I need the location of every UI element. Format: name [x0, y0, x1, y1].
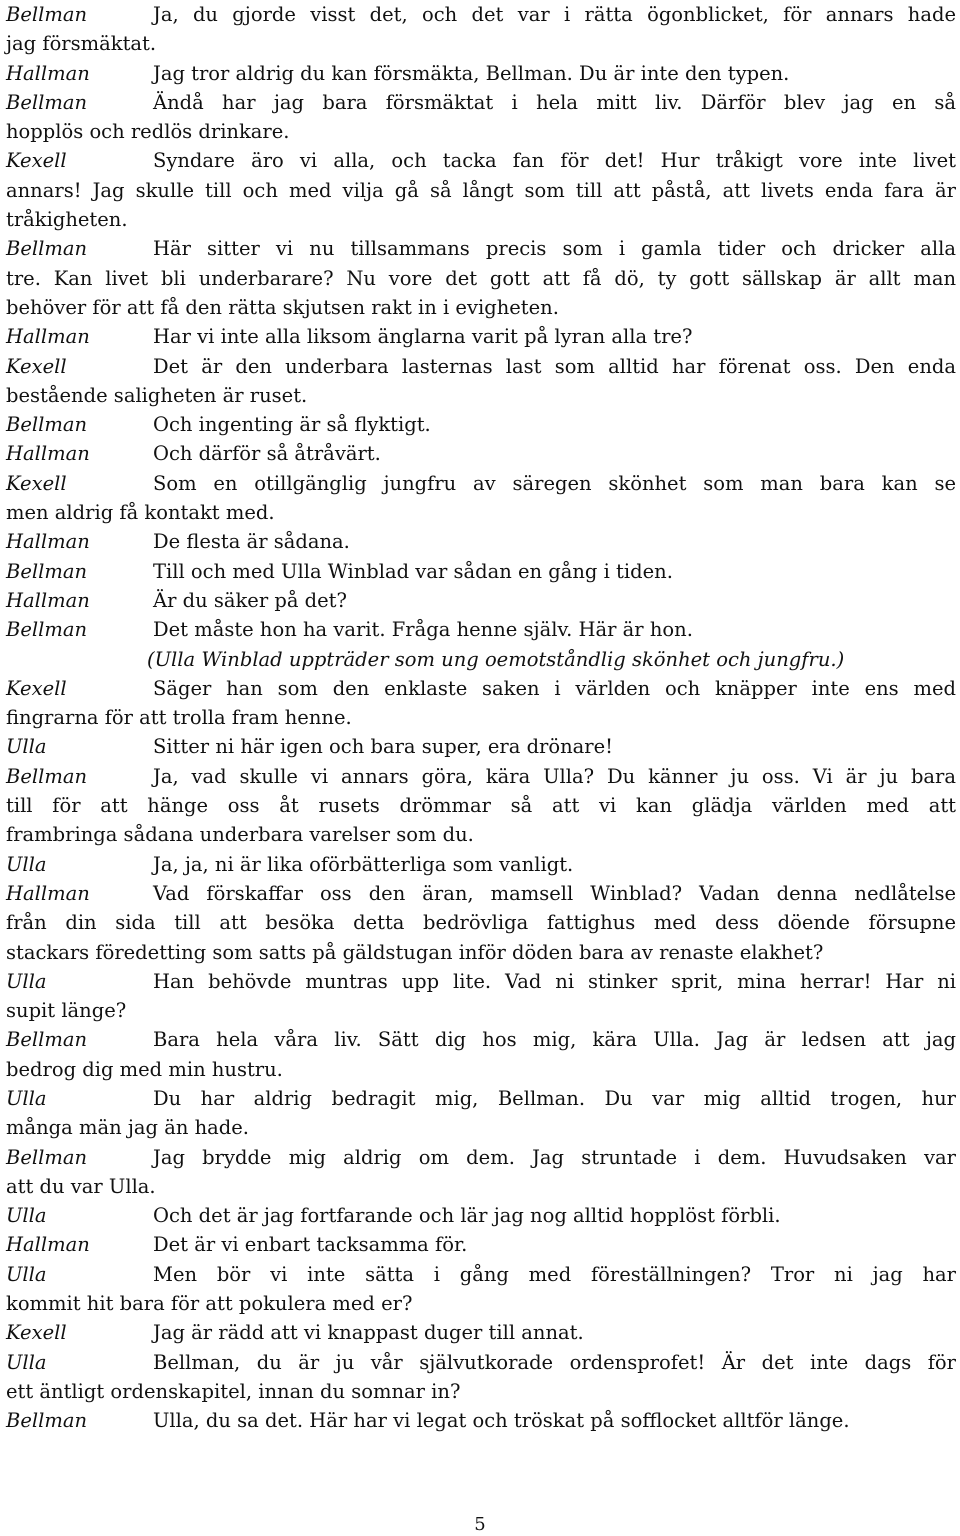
dialogue-continuation: från din sida till att besöka detta bedrövliga fattighus med dess döende försupne: [6, 911, 956, 935]
dialogue-line: [6, 791, 956, 820]
dialogue-continuation: att du var Ulla.: [6, 1174, 156, 1198]
speaker-name: Hallman: [6, 325, 90, 349]
speaker-name: Bellman: [6, 1409, 88, 1433]
speaker-name: Bellman: [6, 618, 88, 642]
dialogue-continuation: bedrog dig med min hustru.: [6, 1057, 283, 1081]
dialogue-line: [6, 322, 956, 351]
dialogue-line: [6, 234, 956, 263]
speaker-name: Kexell: [6, 354, 67, 378]
speaker-name: Ulla: [6, 1262, 47, 1286]
dialogue-line: [6, 439, 956, 468]
dialogue-continuation: supit länge?: [6, 999, 127, 1023]
dialogue-line: [6, 1172, 956, 1201]
script-body: [6, 0, 956, 1436]
speaker-name: Ulla: [6, 852, 47, 876]
dialogue-line: [6, 879, 956, 908]
dialogue-line: [6, 293, 956, 322]
dialogue-text: Jag är rädd att vi knappast duger till annat.: [153, 1321, 584, 1345]
speaker-name: Hallman: [6, 442, 90, 466]
dialogue-continuation: annars! Jag skulle till och med vilja gå så långt som till att påstå, att livets enda fara är: [6, 178, 956, 202]
dialogue-line: [6, 674, 956, 703]
dialogue-continuation: jag försmäktat.: [6, 32, 157, 56]
dialogue-text: Syndare äro vi alla, och tacka fan för det! Hur tråkigt vore inte livet: [153, 149, 956, 173]
dialogue-text: Bellman, du är ju vår självutkorade ordensprofet! Är det inte dags för: [153, 1350, 956, 1374]
dialogue-line: [6, 732, 956, 761]
dialogue-text: Vad förskaffar oss den äran, mamsell Winblad? Vadan denna nedlåtelse: [153, 881, 956, 905]
dialogue-line: [6, 381, 956, 410]
dialogue-line: [6, 703, 956, 732]
dialogue-text: Ulla, du sa det. Här har vi legat och tröskat på sofflocket alltför länge.: [153, 1409, 850, 1433]
dialogue-continuation: hopplös och redlös drinkare.: [6, 120, 290, 144]
dialogue-text: Bara hela våra liv. Sätt dig hos mig, kära Ulla. Jag är ledsen att jag: [153, 1028, 956, 1052]
dialogue-text: Till och med Ulla Winblad var sådan en gång i tiden.: [153, 559, 673, 583]
dialogue-line: [6, 1289, 956, 1318]
dialogue-text: Är du säker på det?: [153, 588, 347, 612]
dialogue-continuation: frambringa sådana underbara varelser som du.: [6, 823, 474, 847]
dialogue-line: [6, 1348, 956, 1377]
dialogue-text: Det är vi enbart tacksamma för.: [153, 1233, 468, 1257]
dialogue-line: [6, 762, 956, 791]
dialogue-line: [6, 410, 956, 439]
dialogue-continuation: många män jag än hade.: [6, 1116, 249, 1140]
dialogue-line: [6, 88, 956, 117]
dialogue-line: [6, 938, 956, 967]
dialogue-continuation: kommit hit bara för att pokulera med er?: [6, 1292, 413, 1316]
speaker-name: Hallman: [6, 588, 90, 612]
speaker-name: Bellman: [6, 559, 88, 583]
dialogue-line: [6, 264, 956, 293]
speaker-name: Bellman: [6, 3, 88, 26]
speaker-name: Ulla: [6, 1350, 47, 1374]
speaker-name: Bellman: [6, 1028, 88, 1052]
dialogue-line: [6, 1084, 956, 1113]
speaker-name: Kexell: [6, 676, 67, 700]
dialogue-continuation: ett äntligt ordenskapitel, innan du somnar in?: [6, 1379, 461, 1403]
dialogue-line: [6, 29, 956, 58]
speaker-name: Bellman: [6, 1145, 88, 1169]
dialogue-text: Och därför så åtråvärt.: [153, 442, 381, 466]
dialogue-line: [6, 645, 956, 674]
dialogue-line: [6, 1143, 956, 1172]
speaker-name: Ulla: [6, 1204, 47, 1228]
dialogue-text: Ja, vad skulle vi annars göra, kära Ulla? Du känner ju oss. Vi är ju bara: [153, 764, 956, 788]
dialogue-text: Han behövde muntras upp lite. Vad ni stinker sprit, mina herrar! Har ni: [153, 969, 956, 993]
stage-direction: (Ulla Winblad uppträder som ung oemotståndlig skönhet och jungfru.): [147, 647, 845, 671]
dialogue-text: De flesta är sådana.: [153, 530, 350, 554]
dialogue-text: Det måste hon ha varit. Fråga henne själv. Här är hon.: [153, 618, 693, 642]
dialogue-text: Har vi inte alla liksom änglarna varit på lyran alla tre?: [153, 325, 693, 349]
dialogue-line: [6, 967, 956, 996]
dialogue-line: [6, 850, 956, 879]
speaker-name: Kexell: [6, 471, 67, 495]
dialogue-text: Ändå har jag bara försmäktat i hela mitt liv. Därför blev jag en så: [153, 90, 956, 114]
speaker-name: Kexell: [6, 1321, 67, 1345]
dialogue-continuation: tråkigheten.: [6, 208, 128, 232]
dialogue-continuation: till för att hänge oss åt rusets drömmar så att vi kan glädja världen med att: [6, 794, 956, 818]
dialogue-text: Säger han som den enklaste saken i världen och knäpper inte ens med: [153, 676, 956, 700]
dialogue-line: [6, 1201, 956, 1230]
dialogue-line: [6, 469, 956, 498]
speaker-name: Hallman: [6, 530, 90, 554]
page-number: 5: [474, 1514, 486, 1535]
dialogue-line: [6, 1318, 956, 1347]
dialogue-line: [6, 59, 956, 88]
dialogue-continuation: behöver för att få den rätta skjutsen rakt in i evigheten.: [6, 295, 559, 319]
speaker-name: Ulla: [6, 969, 47, 993]
dialogue-continuation: stackars föredetting som satts på gäldstugan inför döden bara av renaste elakhet?: [6, 940, 824, 964]
dialogue-text: Här sitter vi nu tillsammans precis som i gamla tider och dricker alla: [153, 237, 956, 261]
dialogue-line: [6, 117, 956, 146]
dialogue-text: Ja, du gjorde visst det, och det var i rätta ögonblicket, för annars hade: [153, 3, 956, 26]
dialogue-line: [6, 557, 956, 586]
dialogue-line: [6, 205, 956, 234]
dialogue-line: [6, 908, 956, 937]
dialogue-text: Sitter ni här igen och bara super, era drönare!: [153, 735, 613, 759]
speaker-name: Hallman: [6, 881, 90, 905]
dialogue-line: [6, 996, 956, 1025]
dialogue-line: [6, 1230, 956, 1259]
dialogue-text: Och ingenting är så flyktigt.: [153, 413, 431, 437]
speaker-name: Hallman: [6, 1233, 90, 1257]
speaker-name: Bellman: [6, 764, 88, 788]
dialogue-line: [6, 586, 956, 615]
dialogue-line: [6, 820, 956, 849]
dialogue-text: Du har aldrig bedragit mig, Bellman. Du var mig alltid trogen, hur: [153, 1086, 956, 1110]
dialogue-continuation: bestående saligheten är ruset.: [6, 383, 308, 407]
dialogue-line: [6, 1260, 956, 1289]
dialogue-text: Det är den underbara lasternas last som alltid har förenat oss. Den enda: [153, 354, 956, 378]
dialogue-text: Men bör vi inte sätta i gång med föreställningen? Tror ni jag har: [153, 1262, 956, 1286]
speaker-name: Ulla: [6, 1086, 47, 1110]
dialogue-line: [6, 1113, 956, 1142]
speaker-name: Bellman: [6, 237, 88, 261]
speaker-name: Kexell: [6, 149, 67, 173]
dialogue-line: [6, 1377, 956, 1406]
dialogue-text: Och det är jag fortfarande och lär jag nog alltid hopplöst förbli.: [153, 1204, 781, 1228]
speaker-name: Bellman: [6, 413, 88, 437]
speaker-name: Bellman: [6, 90, 88, 114]
dialogue-line: [6, 498, 956, 527]
dialogue-line: [6, 146, 956, 175]
dialogue-continuation: fingrarna för att trolla fram henne.: [6, 706, 352, 730]
dialogue-line: [6, 352, 956, 381]
dialogue-line: [6, 1025, 956, 1054]
dialogue-text: Som en otillgänglig jungfru av säregen skönhet som man bara kan se: [153, 471, 956, 495]
speaker-name: Ulla: [6, 735, 47, 759]
dialogue-line: [6, 0, 956, 29]
dialogue-continuation: men aldrig få kontakt med.: [6, 501, 275, 525]
dialogue-continuation: tre. Kan livet bli underbarare? Nu vore det gott att få dö, ty gott sällskap är allt man: [6, 266, 956, 290]
dialogue-text: Ja, ja, ni är lika oförbätterliga som vanligt.: [153, 852, 574, 876]
dialogue-line: [6, 176, 956, 205]
dialogue-line: [6, 527, 956, 556]
dialogue-line: [6, 615, 956, 644]
dialogue-text: Jag brydde mig aldrig om dem. Jag struntade i dem. Huvudsaken var: [153, 1145, 956, 1169]
dialogue-line: [6, 1406, 956, 1435]
dialogue-line: [6, 1055, 956, 1084]
speaker-name: Hallman: [6, 61, 90, 85]
dialogue-text: Jag tror aldrig du kan försmäkta, Bellman. Du är inte den typen.: [153, 61, 790, 85]
